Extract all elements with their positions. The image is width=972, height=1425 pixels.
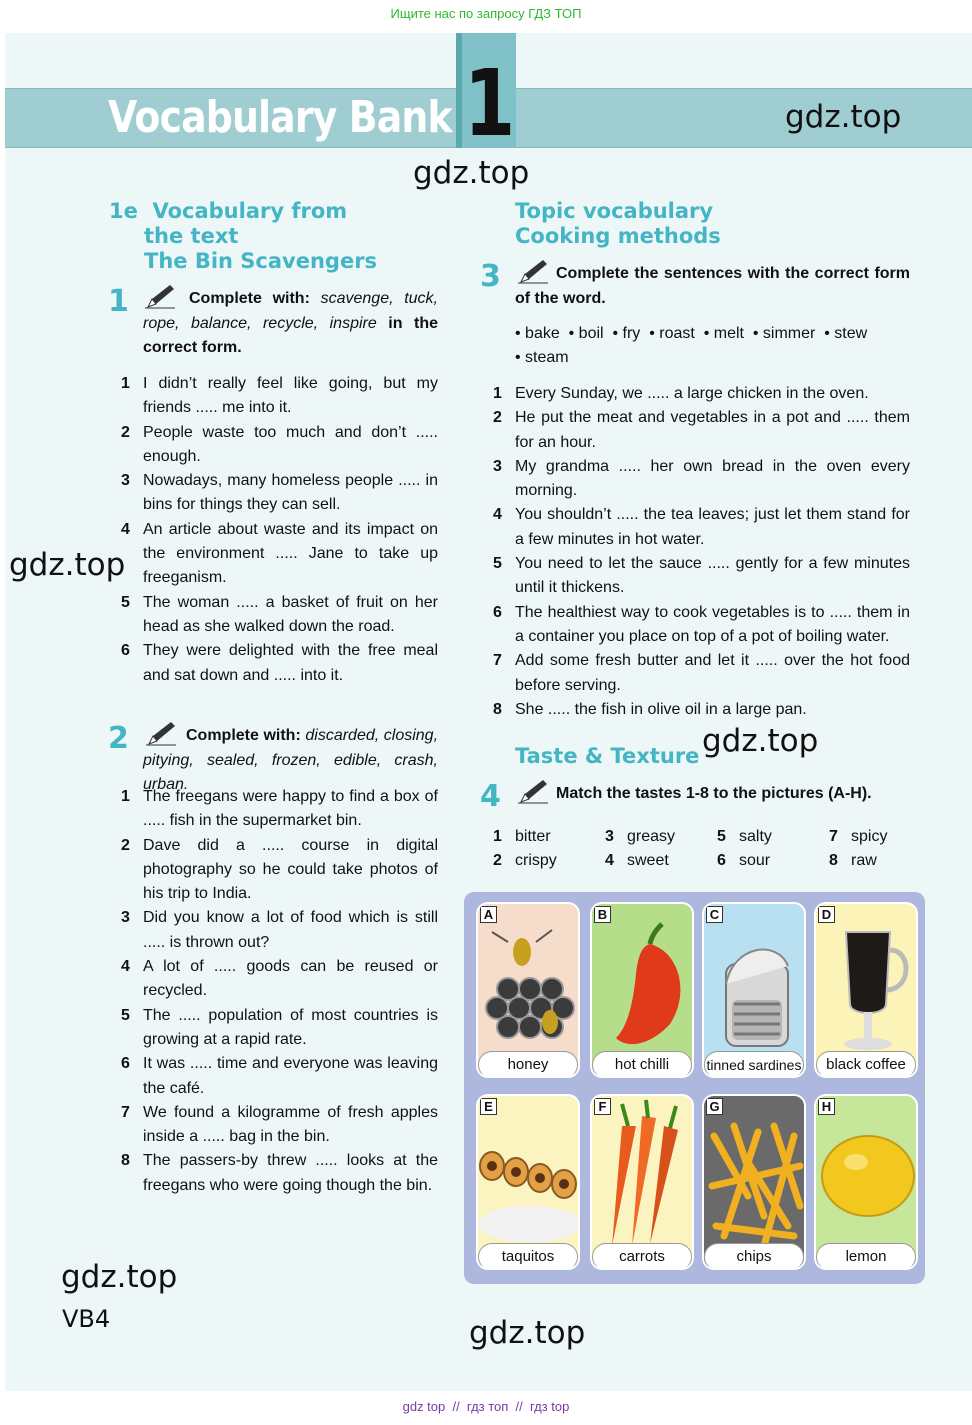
list-item: 3 Nowadays, many homeless people ..... in bins for things they can sell. bbox=[121, 472, 438, 514]
picture-card-a bbox=[476, 902, 580, 1078]
picture-label: lemon bbox=[816, 1243, 916, 1270]
picture-card-b bbox=[590, 902, 694, 1078]
exercise-3-list bbox=[493, 382, 910, 722]
picture-card-g bbox=[702, 1094, 806, 1270]
watermark: gdz.top bbox=[469, 1315, 586, 1351]
list-item: 6 They were delighted with the free meal and sat down and ..... into it. bbox=[121, 642, 438, 684]
pencil-icon bbox=[518, 778, 550, 804]
taste-item: 1 bitter bbox=[493, 828, 551, 845]
picture-letter: G bbox=[706, 1098, 723, 1115]
picture-letter: D bbox=[818, 906, 835, 923]
taste-item: 2 crispy bbox=[493, 852, 557, 869]
watermark: gdz.top bbox=[413, 155, 530, 191]
picture-letter: A bbox=[480, 906, 497, 923]
list-item: 8 The passers-by threw ..... looks at the freegans who were going though the bin. bbox=[121, 1152, 438, 1194]
exercise-number: 4 bbox=[480, 779, 501, 814]
exercise-3-instruction: Complete the sentences with the correct form of the word. bbox=[515, 265, 910, 307]
taste-item: 3 greasy bbox=[605, 828, 676, 845]
watermark: gdz.top bbox=[9, 547, 126, 583]
list-item: 3 Did you know a lot of food which is still ..... is thrown out? bbox=[121, 909, 438, 951]
picture-label: taquitos bbox=[478, 1243, 578, 1270]
picture-label: black coffee bbox=[816, 1051, 916, 1078]
page-title: Vocabulary Bank bbox=[108, 92, 452, 143]
list-item: 2 He put the meat and vegetables in a pot and ..... them for an hour. bbox=[493, 409, 910, 451]
list-item: 5 You need to let the sauce ..... gently for a few minutes until it thickens. bbox=[493, 555, 910, 597]
picture-letter: F bbox=[594, 1098, 611, 1115]
exercise-2-instruction: Complete with: discarded, closing, pitying, sealed, frozen, edible, crash, urban. bbox=[143, 727, 439, 793]
list-item: 2 People waste too much and don’t ..... enough. bbox=[121, 423, 438, 465]
picture-label: chips bbox=[704, 1243, 804, 1270]
pictures-panel bbox=[464, 892, 925, 1284]
watermark: gdz.top bbox=[61, 1259, 178, 1295]
list-item: 2 Dave did a ..... course in digital photography so he could take photos of his trip to India. bbox=[121, 836, 438, 903]
taste-item: 5 salty bbox=[717, 828, 772, 845]
exercise-number: 1 bbox=[108, 284, 129, 319]
list-item: 4 An article about waste and its impact on the environment ..... Jane to take up freeganism. bbox=[121, 520, 438, 587]
footer-links: gdz top // гдз топ // гдз top bbox=[402, 1399, 570, 1414]
taste-item: 8 raw bbox=[829, 852, 877, 869]
list-item: 6 The healthiest way to cook vegetables is to ..... them in a container you place on top of a pot of boiling water. bbox=[493, 603, 910, 645]
picture-card-e bbox=[476, 1094, 580, 1270]
picture-label: tinned sardines bbox=[704, 1051, 804, 1078]
list-item: 1 I didn’t really feel like going, but my friends ..... me into it. bbox=[121, 375, 438, 417]
list-item: 4 You shouldn’t ..... the tea leaves; just let them stand for a few minutes in hot water. bbox=[493, 506, 910, 548]
list-item: 1 The freegans were happy to find a box of ..... fish in the supermarket bin. bbox=[121, 788, 438, 830]
list-item: 5 The woman ..... a basket of fruit on her head as she walked down the road. bbox=[121, 593, 438, 635]
taste-item: 4 sweet bbox=[605, 852, 669, 869]
exercise-number: 2 bbox=[108, 721, 129, 756]
section-heading-1e: 1e Vocabulary from the text The Bin Scavengers bbox=[109, 199, 378, 273]
list-item: 7 We found a kilogramme of fresh apples inside a ..... bag in the bin. bbox=[121, 1103, 438, 1146]
picture-label: carrots bbox=[592, 1243, 692, 1270]
taste-item: 6 sour bbox=[717, 852, 771, 869]
picture-letter: C bbox=[706, 906, 723, 923]
section-heading-topic: Topic vocabulary Cooking methods bbox=[515, 199, 721, 248]
search-note: Ищите нас по запросу ГДЗ ТОП bbox=[390, 6, 582, 21]
exercise-number: 3 bbox=[480, 259, 501, 294]
picture-label: honey bbox=[478, 1051, 578, 1078]
list-item: 8 She ..... the fish in olive oil in a large pan. bbox=[493, 700, 807, 718]
watermark: gdz.top bbox=[702, 723, 819, 759]
list-item: 1 Every Sunday, we ..... a large chicken in the oven. bbox=[493, 385, 869, 402]
picture-card-d bbox=[814, 902, 918, 1078]
picture-label: hot chilli bbox=[592, 1051, 692, 1078]
picture-card-c bbox=[702, 902, 806, 1078]
list-item: 6 It was ..... time and everyone was leaving the café. bbox=[121, 1055, 438, 1097]
list-item: 7 Add some fresh butter and let it ..... over the hot food before serving. bbox=[493, 652, 910, 694]
list-item: 3 My grandma ..... her own bread in the oven every morning. bbox=[493, 457, 910, 500]
tastes-list bbox=[493, 825, 909, 873]
taste-item: 7 spicy bbox=[829, 828, 888, 845]
unit-number: 1 bbox=[464, 50, 516, 157]
watermark: gdz.top bbox=[785, 99, 902, 135]
exercise-4-instruction: Match the tastes 1-8 to the pictures (A-H). bbox=[556, 785, 872, 802]
exercise-1-instruction: Complete with: scavenge, tuck, rope, balance, recycle, inspire in the correct form. bbox=[143, 290, 438, 356]
picture-letter: H bbox=[818, 1098, 835, 1115]
page-number: VB4 bbox=[62, 1305, 111, 1333]
section-heading-taste: Taste & Texture bbox=[515, 744, 700, 768]
exercise-1-list bbox=[121, 372, 438, 688]
picture-letter: B bbox=[594, 906, 611, 923]
list-item: 5 The ..... population of most countries is growing at a rapid rate. bbox=[121, 1006, 438, 1048]
picture-card-f bbox=[590, 1094, 694, 1270]
picture-card-h bbox=[814, 1094, 918, 1270]
exercise-2-list bbox=[121, 785, 438, 1198]
word-bank: • bake • boil • fry • roast • melt • simmer • stew • steam bbox=[515, 325, 868, 366]
picture-letter: E bbox=[480, 1098, 497, 1115]
list-item: 4 A lot of ..... goods can be reused or recycled. bbox=[121, 958, 438, 1000]
